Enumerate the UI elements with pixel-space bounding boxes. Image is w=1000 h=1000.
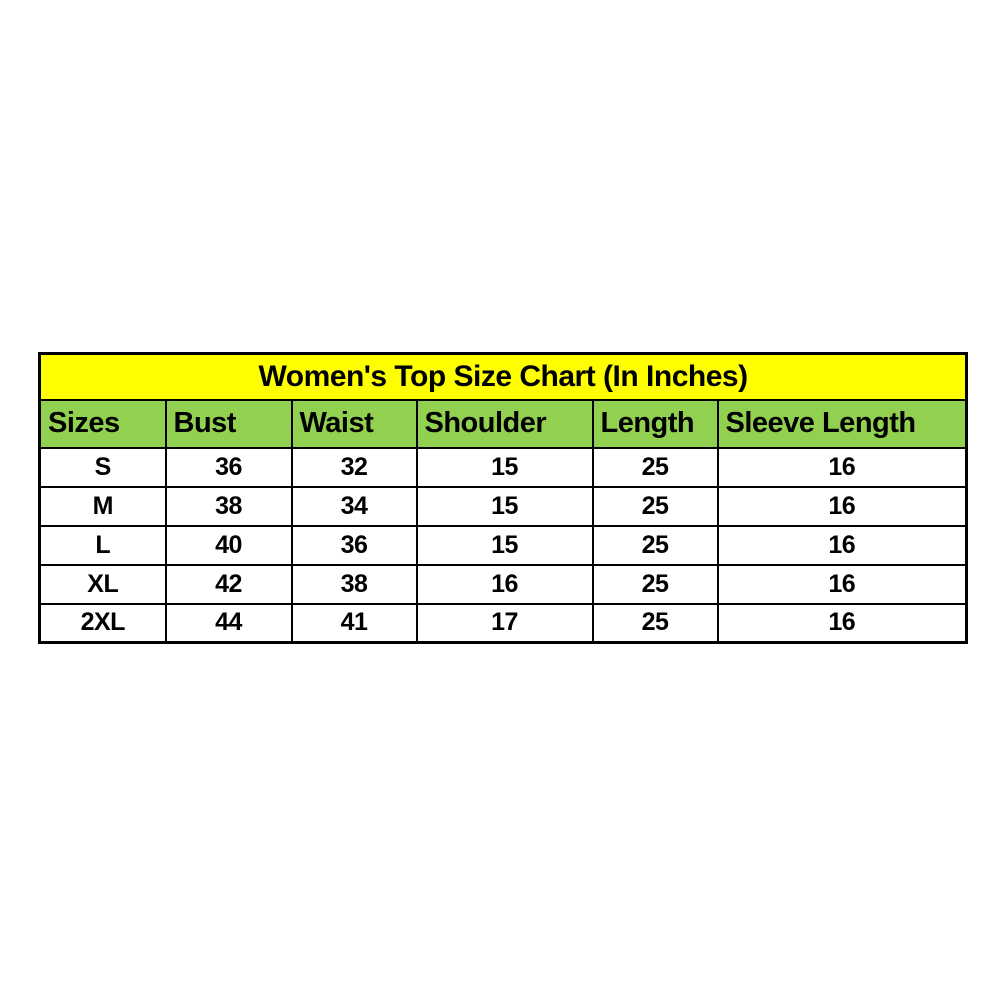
- table-row-s: [40, 448, 967, 487]
- bust-value: 44: [166, 604, 292, 643]
- waist-value: 34: [292, 487, 417, 526]
- shoulder-value: 15: [417, 487, 593, 526]
- sleeve-length-value: 16: [718, 565, 967, 604]
- sleeve-length-value: 16: [718, 487, 967, 526]
- size-label: M: [40, 487, 166, 526]
- length-value: 25: [593, 487, 718, 526]
- size-label: 2XL: [40, 604, 166, 643]
- sleeve-length-value: 16: [718, 526, 967, 565]
- sleeve-length-value: 16: [718, 604, 967, 643]
- size-label: S: [40, 448, 166, 487]
- column-header-row: [40, 400, 967, 448]
- shoulder-value: 15: [417, 448, 593, 487]
- column-header-waist: Waist: [292, 400, 417, 448]
- table-row-l: [40, 526, 967, 565]
- bust-value: 42: [166, 565, 292, 604]
- waist-value: 36: [292, 526, 417, 565]
- size-chart: [38, 352, 965, 644]
- column-header-shoulder: Shoulder: [417, 400, 593, 448]
- column-header-length: Length: [593, 400, 718, 448]
- sleeve-length-value: 16: [718, 448, 967, 487]
- shoulder-value: 16: [417, 565, 593, 604]
- length-value: 25: [593, 565, 718, 604]
- column-header-bust: Bust: [166, 400, 292, 448]
- size-label: XL: [40, 565, 166, 604]
- length-value: 25: [593, 526, 718, 565]
- length-value: 25: [593, 604, 718, 643]
- size-label: L: [40, 526, 166, 565]
- length-value: 25: [593, 448, 718, 487]
- column-header-sleeve-length: Sleeve Length: [718, 400, 967, 448]
- bust-value: 38: [166, 487, 292, 526]
- bust-value: 40: [166, 526, 292, 565]
- column-header-sizes: Sizes: [40, 400, 166, 448]
- size-chart-table: [38, 352, 968, 644]
- shoulder-value: 15: [417, 526, 593, 565]
- waist-value: 38: [292, 565, 417, 604]
- title-row: [40, 354, 967, 400]
- shoulder-value: 17: [417, 604, 593, 643]
- waist-value: 41: [292, 604, 417, 643]
- page-title: Women's Top Size Chart (In Inches): [40, 354, 967, 400]
- bust-value: 36: [166, 448, 292, 487]
- table-row-2xl: [40, 604, 967, 643]
- waist-value: 32: [292, 448, 417, 487]
- table-row-m: [40, 487, 967, 526]
- table-row-xl: [40, 565, 967, 604]
